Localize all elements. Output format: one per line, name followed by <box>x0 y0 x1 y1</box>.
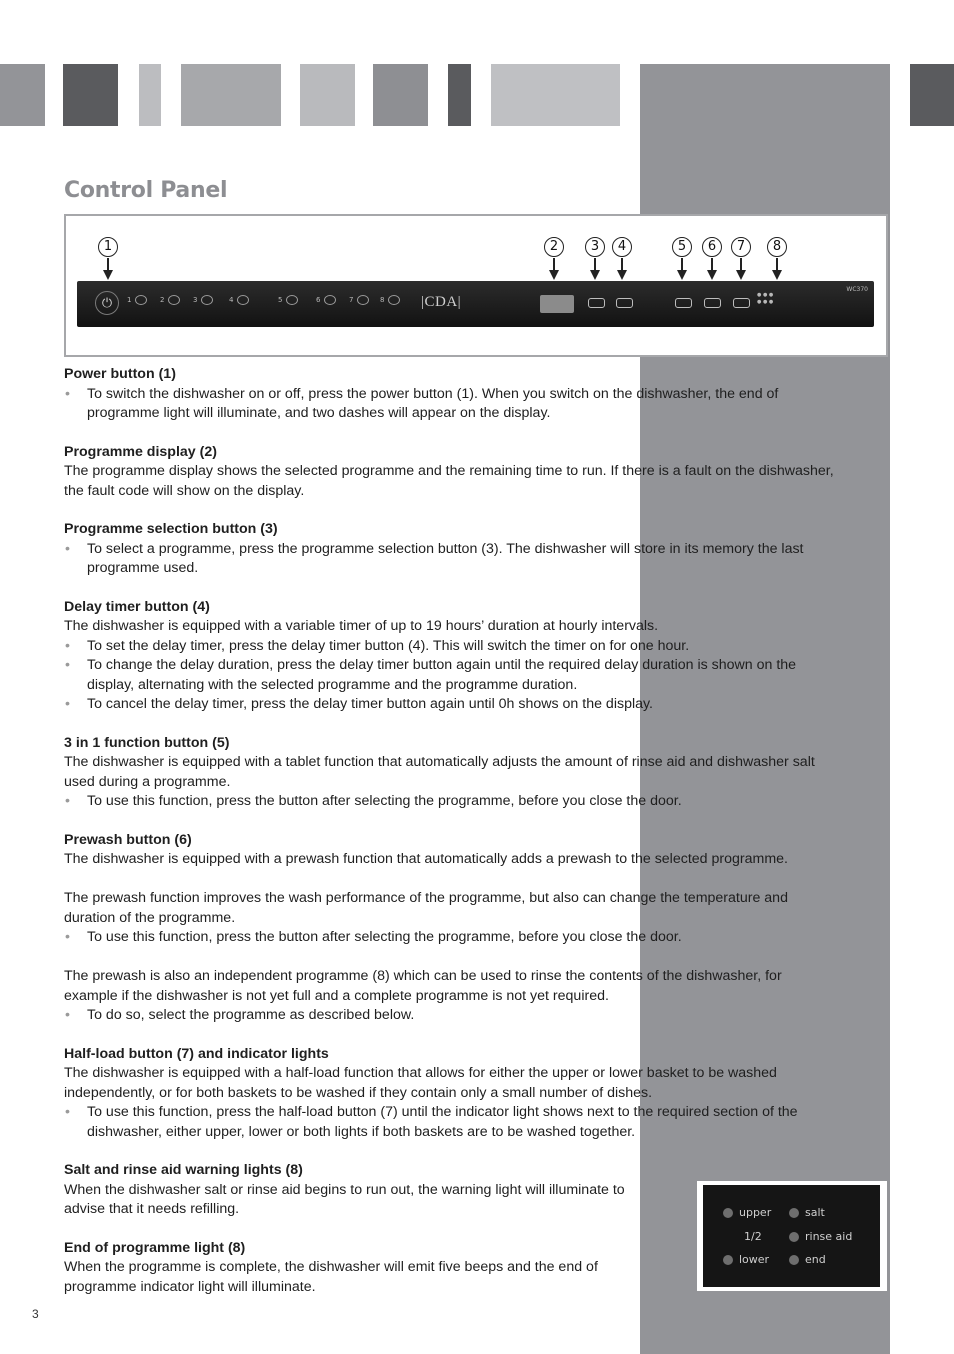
end-indicator <box>789 1253 826 1266</box>
rinse-aid-indicator <box>789 1230 852 1243</box>
section-three-in-one <box>64 734 834 812</box>
arrow-down-icon <box>707 270 717 280</box>
arrow-down-icon <box>677 270 687 280</box>
programme-1-icon: 1 <box>127 295 147 305</box>
indicator-label: 1/2 <box>744 1230 762 1243</box>
paragraph: The programme display shows the selected programme and the remaining time to run. If there is a fault on the dishwasher, the fault code will show on the display. <box>64 463 834 499</box>
paragraph: When the dishwasher salt or rinse aid begins to run out, the warning light will illuminate to advise that it needs refilling. <box>64 1181 625 1217</box>
indicator-light-icon <box>789 1208 799 1218</box>
section-end-of-programme <box>64 1239 639 1298</box>
paragraph: The dishwasher is equipped with a tablet function that automatically adjusts the amount of rinse aid and dishwasher salt used during a programme. <box>64 754 815 790</box>
bullet-item: • To cancel the delay timer, press the delay timer button again until 0h shows on the display. <box>64 695 834 715</box>
programme-7-icon: 7 <box>349 295 369 305</box>
bullet-item: • To do so, select the programme as described below. <box>64 1006 834 1026</box>
delay-timer-button-graphic <box>616 298 633 308</box>
arrow-down-icon <box>617 270 627 280</box>
half-load-indicator <box>744 1230 762 1243</box>
header-block <box>181 64 281 126</box>
programme-display <box>540 295 574 313</box>
arrow-down-icon <box>736 270 746 280</box>
header-block <box>139 64 161 126</box>
programme-6-icon: 6 <box>316 295 336 305</box>
programme-8-icon: 8 <box>380 295 400 305</box>
upper-indicator <box>723 1206 771 1219</box>
bullet-item: • To change the delay duration, press the delay timer button again until the required delay duration is shown on the display, alternating with the selected programme and the programme duration. <box>64 656 834 695</box>
callout-7: 7 <box>731 237 751 257</box>
three-in-one-button-graphic <box>675 298 692 308</box>
callout-6: 6 <box>702 237 722 257</box>
bullet-list <box>64 1103 834 1142</box>
header-block <box>373 64 428 126</box>
indicator-label: rinse aid <box>805 1230 853 1243</box>
section-heading: Programme display (2) <box>64 443 217 460</box>
section-heading: Delay timer button (4) <box>64 598 210 615</box>
prewash-button-graphic <box>704 298 721 308</box>
arrow-down-icon <box>590 270 600 280</box>
indicator-label: lower <box>739 1253 770 1266</box>
paragraph: The prewash function improves the wash performance of the programme, but also can change the temperature and duration of the programme. <box>64 890 788 926</box>
arrow-down-icon <box>549 270 559 280</box>
header-block <box>300 64 355 126</box>
header-block <box>63 64 118 126</box>
indicator-label: salt <box>805 1206 825 1219</box>
indicator-light-icon <box>789 1255 799 1265</box>
programme-2-icon: 2 <box>160 295 180 305</box>
bullet-item: • To use this function, press the button after selecting the programme, before you close the door. <box>64 792 834 812</box>
section-power-button <box>64 365 834 424</box>
programme-4-icon: 4 <box>229 295 249 305</box>
section-heading: Power button (1) <box>64 366 176 382</box>
indicator-light-icon <box>723 1208 733 1218</box>
indicator-lights-figure <box>697 1181 887 1291</box>
header-block <box>0 64 45 126</box>
paragraph: The dishwasher is equipped with a variable timer of up to 19 hours’ duration at hourly intervals. <box>64 618 659 634</box>
half-load-button-graphic <box>733 298 750 308</box>
lower-indicator <box>723 1253 769 1266</box>
indicator-leds-graphic: ● ● ● ● ● ● <box>757 292 774 305</box>
callout-8: 8 <box>767 237 787 257</box>
paragraph: The dishwasher is equipped with a prewash function that automatically adds a prewash to the selected programme. <box>64 851 788 867</box>
bullet-list <box>64 637 834 715</box>
bullet-list <box>64 540 834 579</box>
header-block <box>910 64 954 126</box>
section-heading: Prewash button (6) <box>64 831 192 848</box>
section-salt-rinse-aid <box>64 1161 639 1220</box>
section-delay-timer <box>64 598 834 715</box>
paragraph: When the programme is complete, the dishwasher will emit five beeps and the end of programme indicator light will illuminate. <box>64 1259 598 1295</box>
section-programme-display <box>64 443 834 502</box>
section-programme-selection <box>64 520 834 579</box>
arrow-down-icon <box>103 270 113 280</box>
programme-3-icon: 3 <box>193 295 213 305</box>
programme-5-icon: 5 <box>278 295 298 305</box>
bullet-item: • To select a programme, press the programme selection button (3). The dishwasher will store in its memory the last programme used. <box>64 540 834 579</box>
header-block <box>491 64 620 126</box>
callout-1: 1 <box>98 237 118 257</box>
brand-logo: |CDA| <box>421 294 462 310</box>
paragraph: The prewash is also an independent programme (8) which can be used to rinse the contents of the dishwasher, for example if the dishwasher is not yet full and a complete programme is not yet required. <box>64 968 782 1004</box>
paragraph: The dishwasher is equipped with a half-load function that allows for either the upper or lower basket to be washed independently, or for both baskets to be washed if they contain only a small number of dishes. <box>64 1065 777 1101</box>
indicator-label: end <box>805 1253 826 1266</box>
callout-3: 3 <box>585 237 605 257</box>
control-panel-strip <box>77 281 874 327</box>
section-heading: Salt and rinse aid warning lights (8) <box>64 1162 303 1178</box>
section-half-load <box>64 1045 834 1143</box>
indicator-light-icon <box>723 1255 733 1265</box>
bullet-item: • To switch the dishwasher on or off, press the power button (1). When you switch on the dishwasher, the end of programme light will illuminate, and two dashes will appear on the display. <box>64 385 834 424</box>
bullet-list <box>64 928 834 948</box>
header-block <box>448 64 471 126</box>
indicator-label: upper <box>739 1206 772 1219</box>
callout-2: 2 <box>544 237 564 257</box>
section-heading: Programme selection button (3) <box>64 521 278 537</box>
section-heading: Half-load button (7) and indicator lights <box>64 1045 329 1062</box>
page-number: 3 <box>32 1307 39 1321</box>
model-number: WC370 <box>846 286 868 293</box>
indicator-light-icon <box>789 1232 799 1242</box>
indicator-lights-panel <box>703 1185 880 1287</box>
body-content <box>64 365 834 1316</box>
bullet-list <box>64 1006 834 1026</box>
arrow-down-icon <box>772 270 782 280</box>
bullet-item: • To use this function, press the button after selecting the programme, before you close the door. <box>64 928 834 948</box>
section-heading: 3 in 1 function button (5) <box>64 734 230 751</box>
page-title: Control Panel <box>64 178 228 203</box>
power-icon: ⏻ <box>95 291 119 315</box>
callout-4: 4 <box>612 237 632 257</box>
bullet-item: • To set the delay timer, press the delay timer button (4). This will switch the timer on for one hour. <box>64 637 834 657</box>
bullet-item: • To use this function, press the half-load button (7) until the indicator light shows next to the required section of the dishwasher, either upper, lower or both lights if both baskets are to be washed together. <box>64 1103 834 1142</box>
bullet-list <box>64 385 834 424</box>
salt-indicator <box>789 1206 825 1219</box>
programme-selection-button-graphic <box>588 298 605 308</box>
callout-5: 5 <box>672 237 692 257</box>
section-prewash <box>64 831 834 1026</box>
bullet-list <box>64 792 834 812</box>
section-heading: End of programme light (8) <box>64 1239 246 1256</box>
